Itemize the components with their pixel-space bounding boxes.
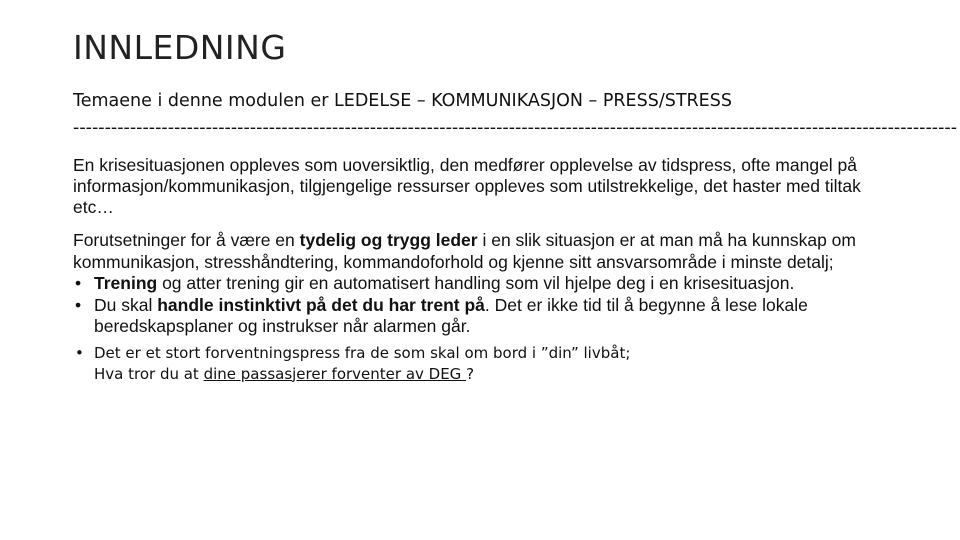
bullet-expectations-line1: Det er et stort forventningspress fra de som skal om bord i ”din” livbåt; xyxy=(94,343,631,362)
bullet-icon: • xyxy=(75,273,82,293)
requirements-suffix: i en slik situasjon er at man må ha kunnskap om kommunikasjon, stresshåndtering, kommandoforhold og kjenne sitt ansvarsområde i minste detalj; xyxy=(73,230,856,272)
requirements-bold: tydelig og trygg leder xyxy=(299,230,478,250)
bullet-item-instinct xyxy=(73,295,903,338)
intro-paragraph: En krisesituasjonen oppleves som uoversiktlig, den medfører opplevelse av tidspress, ofte mangel på informasjon/kommunikasjon, tilgjengelige ressurser oppleves som utilstrekkelige, det haster med tiltak etc… xyxy=(73,155,861,217)
bullet-instinct-bold: handle instinktivt på det du har trent på xyxy=(157,294,485,315)
bullet-expectations-line2-suffix: ? xyxy=(466,364,475,383)
body-section xyxy=(73,230,903,385)
bullet-list xyxy=(73,273,903,385)
bullet-instinct-suffix: . Det er ikke tid til å begynne å lese lokale beredskapsplaner og instrukser når alarmen går. xyxy=(94,294,808,336)
bullet-icon: • xyxy=(75,343,84,362)
bullet-icon: • xyxy=(75,294,82,315)
bullet-expectations-line2-prefix: Hva tror du at xyxy=(94,364,204,383)
requirements-prefix: Forutsetninger for å være en xyxy=(73,230,300,250)
bullet-expectations-underlined: dine passasjerer forventer av DEG xyxy=(203,364,467,383)
slide-title: INNLEDNING xyxy=(73,28,287,67)
bullet-training-text: og atter trening gir en automatisert handling som vil hjelpe deg i en krisesituasjon. xyxy=(157,273,795,293)
bullet-instinct-prefix: Du skal xyxy=(94,294,158,315)
topic-line: Temaene i denne modulen er LEDELSE – KOMMUNIKASJON – PRESS/STRESS xyxy=(73,91,732,111)
bullet-training-bold: Trening xyxy=(94,273,158,293)
bullet-item-training xyxy=(73,273,903,295)
dash-separator: -------------------------------------------------------------------------------------------------------------------------------------------- xyxy=(73,118,958,138)
bullet-item-expectations xyxy=(73,343,903,385)
requirements-paragraph xyxy=(73,230,903,273)
